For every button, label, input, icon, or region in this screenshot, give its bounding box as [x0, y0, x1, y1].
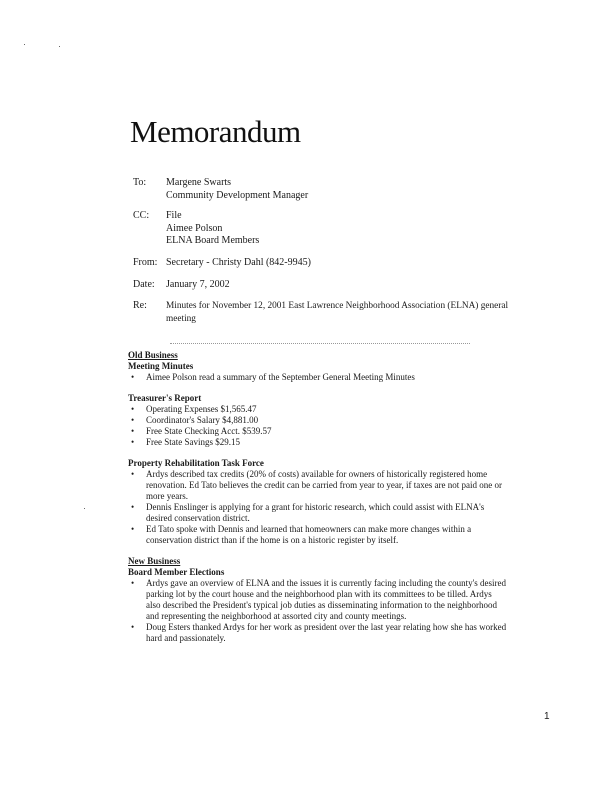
- property-rehab-list: [128, 469, 508, 546]
- memo-title: Memorandum: [130, 114, 301, 149]
- board-elections-list: [128, 578, 508, 644]
- re-label: Re:: [133, 300, 147, 311]
- from-value: Secretary - Christy Dahl (842-9945): [166, 257, 311, 268]
- list-item: • Ardys described tax credits (20% of costs) available for owners of historically registered home renovation. Ed Tato believes the credit can be carried from year to year, if taxes are not paid one or more years.: [128, 469, 508, 502]
- memo-body: [128, 350, 508, 654]
- meeting-minutes-heading: Meeting Minutes: [128, 361, 194, 371]
- old-business-heading: Old Business: [128, 350, 178, 360]
- cc-line: Aimee Polson: [166, 222, 223, 234]
- to-label: To:: [133, 177, 147, 188]
- list-item: • Coordinator's Salary $4,881.00: [128, 415, 508, 426]
- cc-value: [166, 210, 259, 248]
- from-label: From:: [133, 257, 158, 268]
- list-item: • Free State Savings $29.15: [128, 437, 508, 448]
- list-item: • Ed Tato spoke with Dennis and learned that homeowners can make more changes within a conservation district than if the home is on a historic register by itself.: [128, 524, 508, 546]
- cc-label: CC:: [133, 210, 150, 221]
- new-business-heading: New Business: [128, 556, 181, 566]
- list-item: • Free State Checking Acct. $539.57: [128, 426, 508, 437]
- treasurers-report-list: [128, 404, 508, 448]
- scan-speck: [24, 44, 25, 45]
- scan-speck: [84, 508, 85, 509]
- re-line: Minutes for November 12, 2001 East Lawrence Neighborhood Association (ELNA) general: [166, 301, 509, 311]
- cc-line: ELNA Board Members: [166, 235, 260, 246]
- to-line: Community Development Manager: [166, 189, 309, 201]
- list-item: • Dennis Enslinger is applying for a grant for historic research, which could assist with ELNA's desired conservation district.: [128, 502, 508, 524]
- scan-speck: [59, 46, 60, 47]
- property-rehab-heading: Property Rehabilitation Task Force: [128, 458, 264, 468]
- list-item: • Doug Esters thanked Ardys for her work as president over the last year relating how she has worked hard and passionately.: [128, 622, 508, 644]
- cc-line: File: [166, 210, 182, 221]
- list-item: • Operating Expenses $1,565.47: [128, 404, 508, 415]
- re-value: [166, 300, 508, 325]
- list-item: • Aimee Polson read a summary of the September General Meeting Minutes: [128, 372, 508, 383]
- date-value: January 7, 2002: [166, 279, 230, 290]
- to-value: [166, 177, 308, 202]
- page-number: 1: [544, 711, 550, 722]
- to-line: Margene Swarts: [166, 177, 232, 188]
- header-divider: [170, 343, 470, 345]
- re-line: meeting: [166, 313, 196, 324]
- list-item: • Ardys gave an overview of ELNA and the issues it is currently facing including the county's desired parking lot by the court house and the neighborhood plan with its committees to be tilled. Ardys also described the President's typical job duties as disseminating information to the neighborhood and representing the neighborhood at assorted city and county meetings.: [128, 578, 508, 622]
- treasurers-report-heading: Treasurer's Report: [128, 393, 202, 403]
- date-label: Date:: [133, 279, 155, 290]
- meeting-minutes-list: [128, 372, 508, 383]
- board-elections-heading: Board Member Elections: [128, 567, 225, 577]
